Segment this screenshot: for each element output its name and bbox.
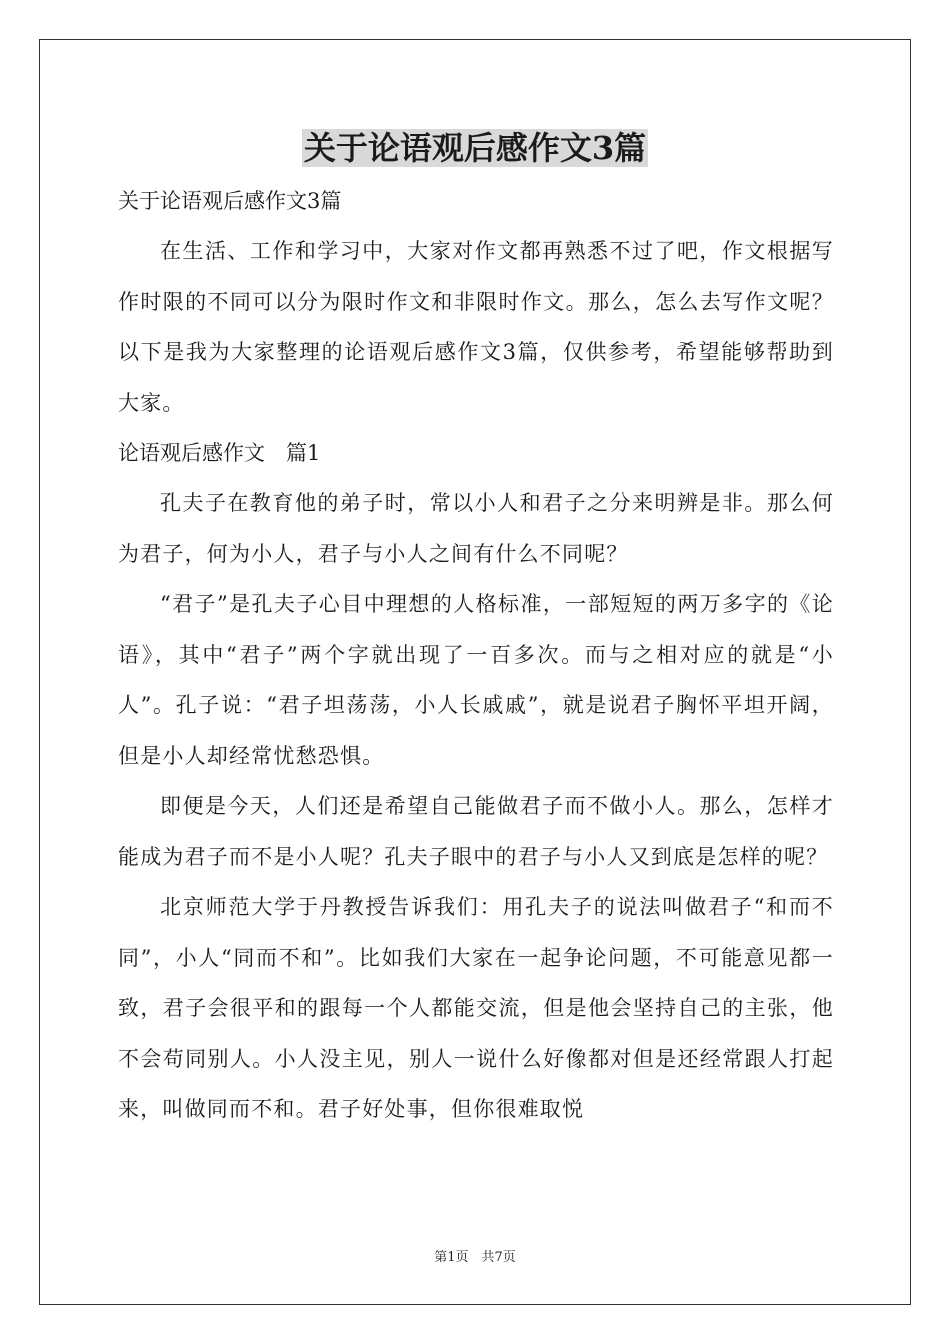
- document-body: [118, 176, 834, 1135]
- body-paragraph: “君子”是孔夫子心目中理想的人格标准，一部短短的两万多字的《论语》，其中“君子”两个字就出现了一百多次。而与之相对应的就是“小人”。孔子说：“君子坦荡荡，小人长戚戚”，就是说君子胸怀平坦开阔，但是小人却经常忧愁恐惧。: [118, 592, 834, 768]
- body-paragraph: 即便是今天，人们还是希望自己能做君子而不做小人。那么，怎样才能成为君子而不是小人呢？孔夫子眼中的君子与小人又到底是怎样的呢？: [118, 794, 834, 869]
- document-title-text: 关于论语观后感作文3篇: [303, 129, 647, 167]
- document-title: [0, 124, 950, 172]
- page-footer: 第1页 共7页: [434, 1250, 516, 1265]
- section-heading: 论语观后感作文 篇1: [118, 441, 321, 465]
- document-subtitle: 关于论语观后感作文3篇: [118, 189, 342, 213]
- body-paragraph: 孔夫子在教育他的弟子时，常以小人和君子之分来明辨是非。那么何为君子，何为小人，君子与小人之间有什么不同呢？: [118, 491, 834, 566]
- intro-paragraph: 在生活、工作和学习中，大家对作文都再熟悉不过了吧，作文根据写作时限的不同可以分为限时作文和非限时作文。那么，怎么去写作文呢？以下是我为大家整理的论语观后感作文3篇，仅供参考，希望能够帮助到大家。: [118, 239, 834, 415]
- body-paragraph: 北京师范大学于丹教授告诉我们：用孔夫子的说法叫做君子“和而不同”，小人“同而不和”。比如我们大家在一起争论问题，不可能意见都一致，君子会很平和的跟每一个人都能交流，但是他会坚持自己的主张，他不会苟同别人。小人没主见，别人一说什么好像都对但是还经常跟人打起来，叫做同而不和。君子好处事，但你很难取悦: [118, 895, 834, 1121]
